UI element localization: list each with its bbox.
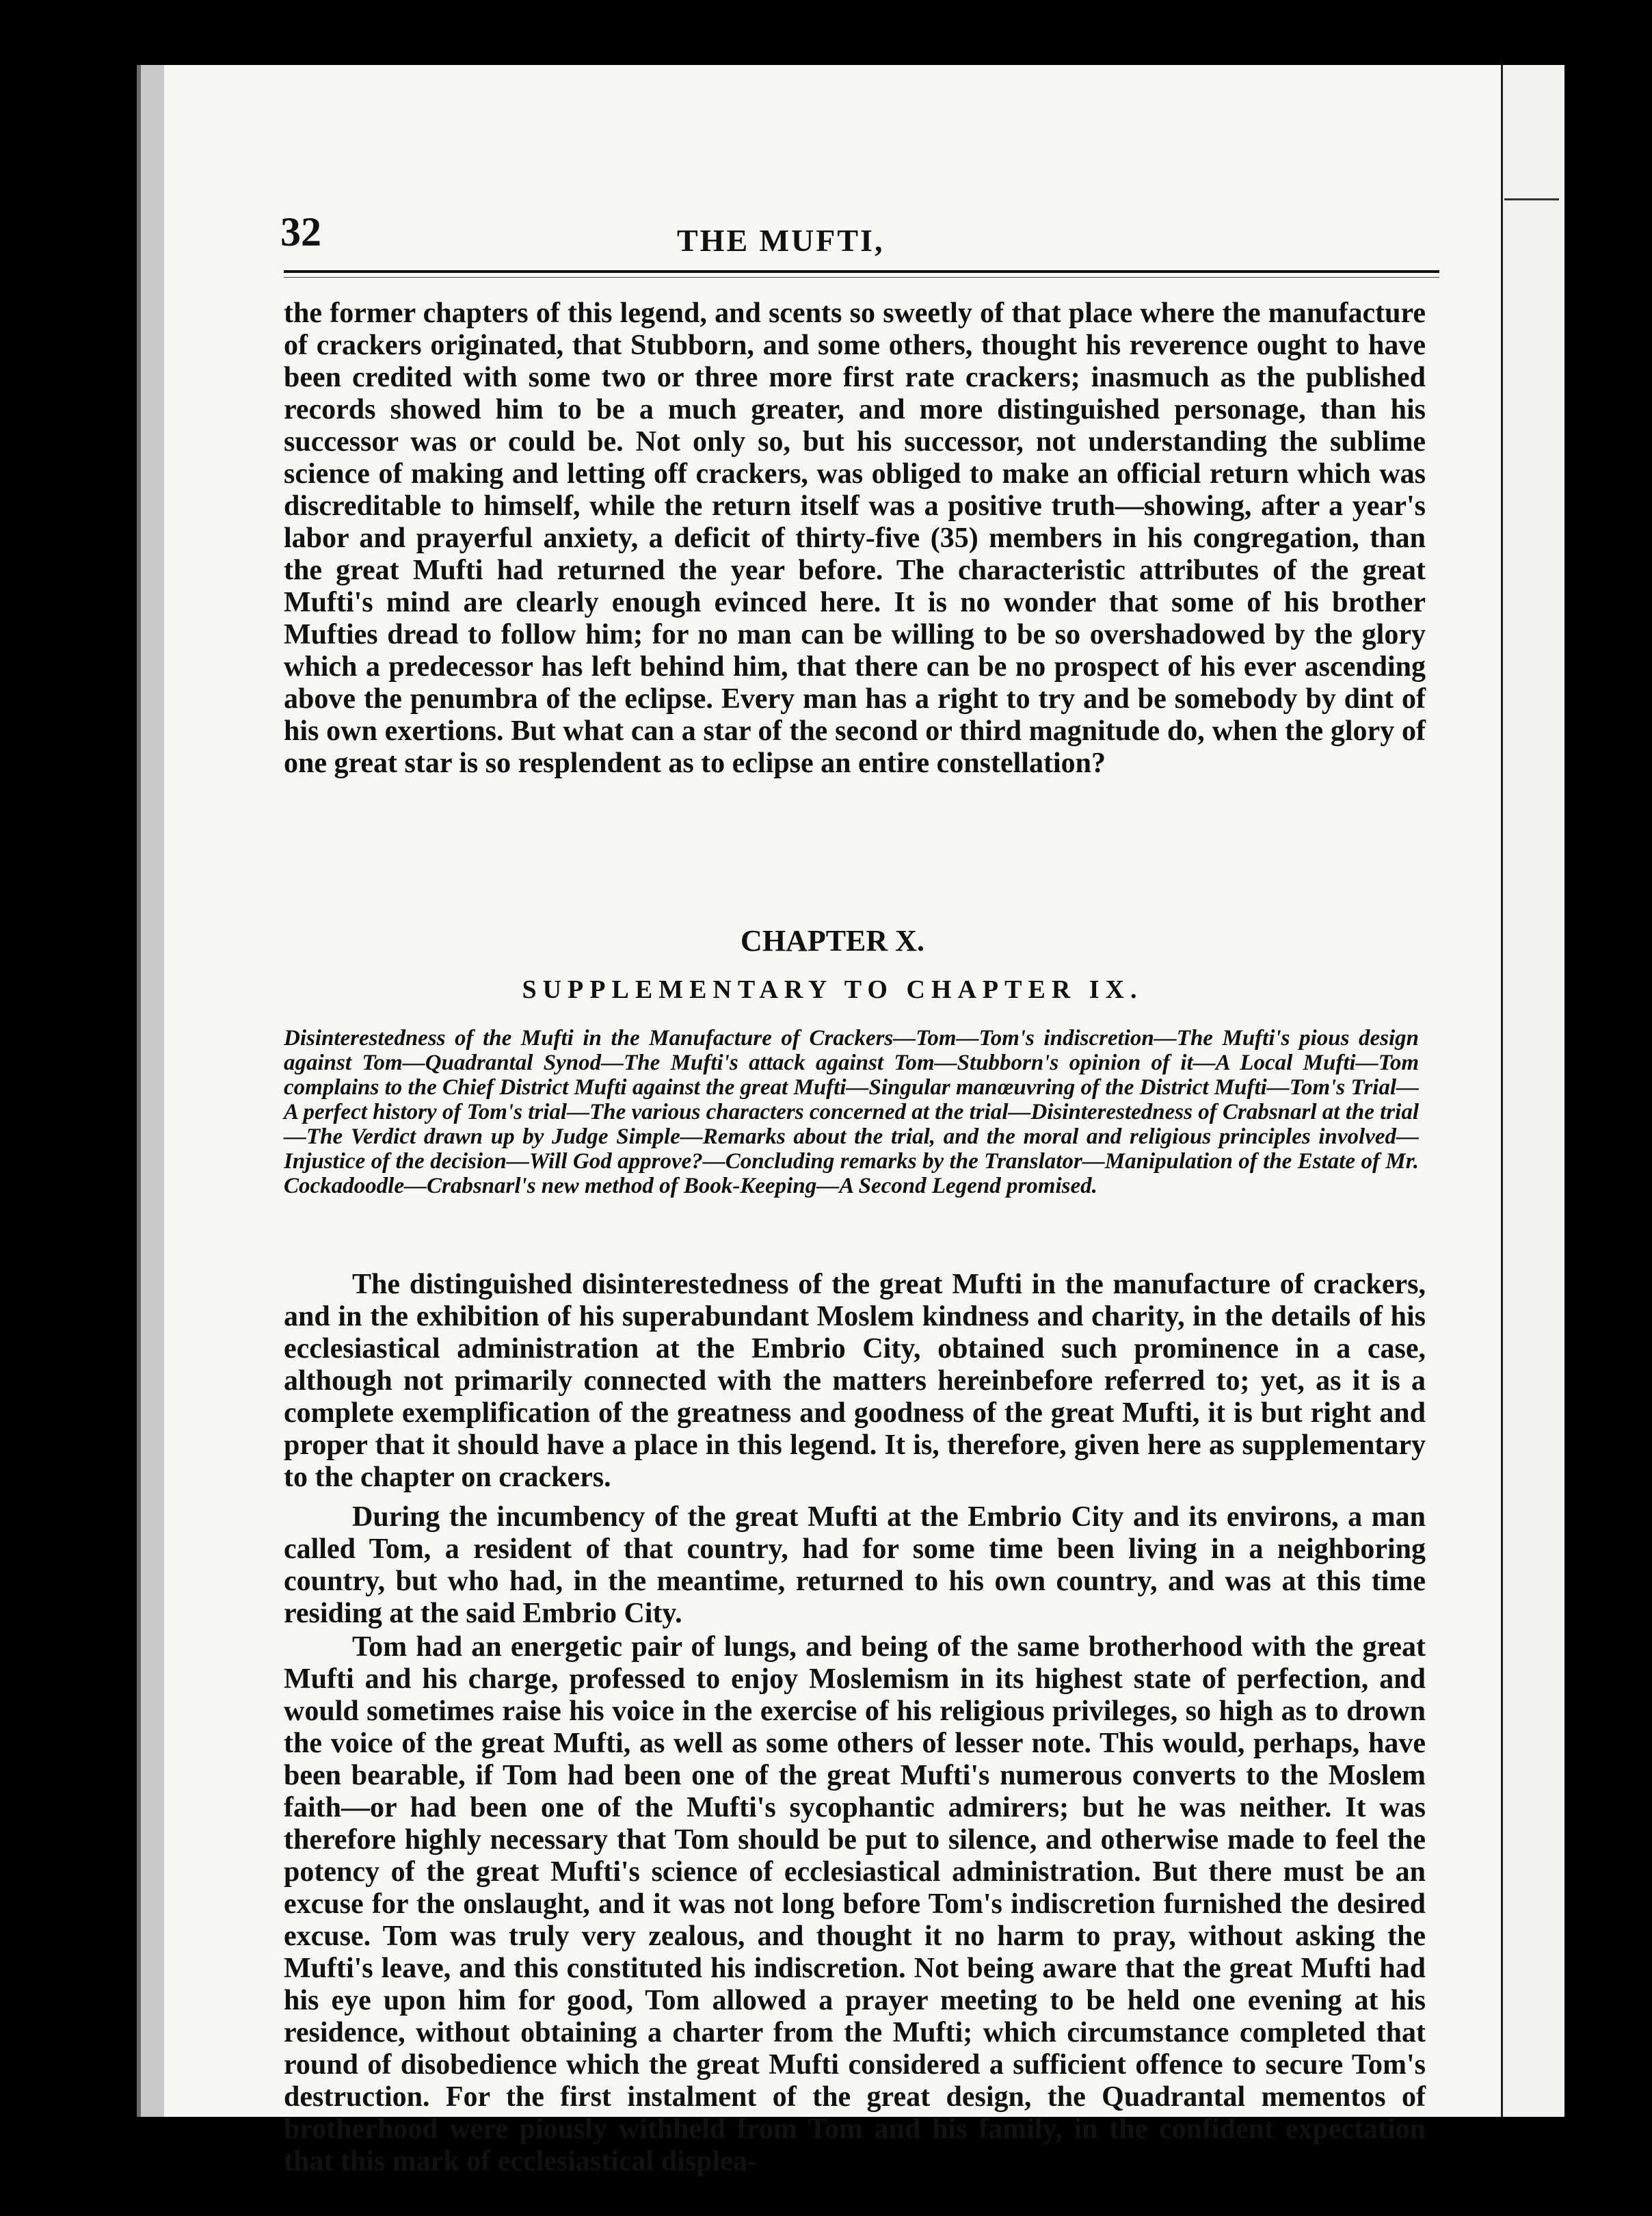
intro-paragraph: the former chapters of this legend, and scents so sweetly of that place where the manufacture of crackers originated, that Stubborn, and some others, thought his reverence ought to have been credited with some two or three more first rate crackers; inasmuch as the published records showed him to be a much greater, and more distinguished personage, than his successor was or could be. Not only so, but his successor, not understanding the sublime science of making and letting off crackers, was obliged to make an official return which was discreditable to himself, while the return itself was a positive truth—showing, after a year's labor and prayerful anxiety, a deficit of thirty-five (35) members in his congregation, than the great Mufti had returned the year before. The characteristic attributes of the great Mufti's mind are clearly enough evinced here. It is no wonder that some of his brother Mufties dread to follow him; for no man can be willing to be so overshadowed by the glory which a predecessor has left behind him, that there can be no prospect of his ever ascending above the penumbra of the eclipse. Every man has a right to try and be somebody by dint of his own exertions. But what can a star of the second or third magnitude do, when the glory of one great star is so resplendent as to eclipse an entire constellation?: [284, 298, 1426, 779]
chapter-subtitle: SUPPLEMENTARY TO CHAPTER IX.: [522, 975, 1143, 1004]
book-page: [164, 65, 1501, 2177]
body-paragraph: Tom had an energetic pair of lungs, and being of the same brotherhood with the great Mufti and his charge, professed to enjoy Moslemism in its highest state of perfection, and would sometimes raise his voice in the exercise of his religious privileges, so high as to drown the voice of the great Mufti, as well as some others of lesser note. This would, perhaps, have been bearable, if Tom had been one of the great Mufti's numerous converts to the Moslem faith—or had been one of the Mufti's sycophantic admirers; but he was neither. It was therefore highly necessary that Tom should be put to silence, and otherwise made to feel the potency of the great Mufti's science of ecclesiastical administration. But there must be an excuse for the onslaught, and it was not long before Tom's indiscretion furnished the desired excuse. Tom was truly very zealous, and thought it no harm to pray, without asking the Mufti's leave, and this constituted his indiscretion. Not being aware that the great Mufti had his eye upon him for good, Tom allowed a prayer meeting to be held one evening at his residence, without obtaining a charter from the Mufti; which circumstance completed that round of disobedience which the great Mufti considered a sufficient offence to secure Tom's destruction. For the first instalment of the great design, the Quadrantal mementos of brotherhood were piously withheld from Tom and his family, in the confident expectation that this mark of ecclesiastical displea-: [284, 1631, 1426, 2177]
body-paragraph: During the incumbency of the great Mufti at the Embrio City and its environs, a man called Tom, a resident of that country, had for some time been living in a neighboring country, but who had, in the meantime, returned to his own country, and was at this time residing at the said Embrio City.: [284, 1501, 1426, 1629]
chapter-synopsis: Disinterestedness of the Mufti in the Manufacture of Crackers—Tom—Tom's indiscretion—The Mufti's pious design against Tom—Quadrantal Synod—The Mufti's attack against Tom—Stubborn's opinion of it—A Local Mufti—Tom complains to the Chief District Mufti against the great Mufti—Singular manœuvring of the District Mufti—Tom's Trial—A perfect history of Tom's trial—The various characters concerned at the trial—Disinterestedness of Crabsnarl at the trial—The Verdict drawn up by Judge Simple—Remarks about the trial, and the moral and religious principles involved—Injustice of the decision—Will God approve?—Concluding remarks by the Translator—Manipulation of the Estate of Mr. Cockadoodle—Crabsnarl's new method of Book-Keeping—A Second Legend promised.: [284, 1026, 1419, 1198]
facing-page-edge: [1501, 65, 1564, 2117]
chapter-title: CHAPTER X.: [741, 924, 924, 958]
page-number: 32: [280, 209, 321, 254]
body-paragraph: The distinguished disinterestedness of the great Mufti in the manufacture of crackers, and in the exhibition of his superabundant Moslem kindness and charity, in the details of his ecclesiastical administration at the Embrio City, obtained such prominence in a case, although not primarily connected with the matters hereinbefore referred to; yet, as it is a complete exemplification of the greatness and goodness of the great Mufti, it is but right and proper that it should have a place in this legend. It is, therefore, given here as supplementary to the chapter on crackers.: [284, 1269, 1426, 1493]
running-title: THE MUFTI,: [677, 223, 885, 258]
header-rule: [284, 270, 1439, 273]
edge-mark: [1504, 198, 1559, 200]
header-rule-thin: [284, 277, 1439, 278]
